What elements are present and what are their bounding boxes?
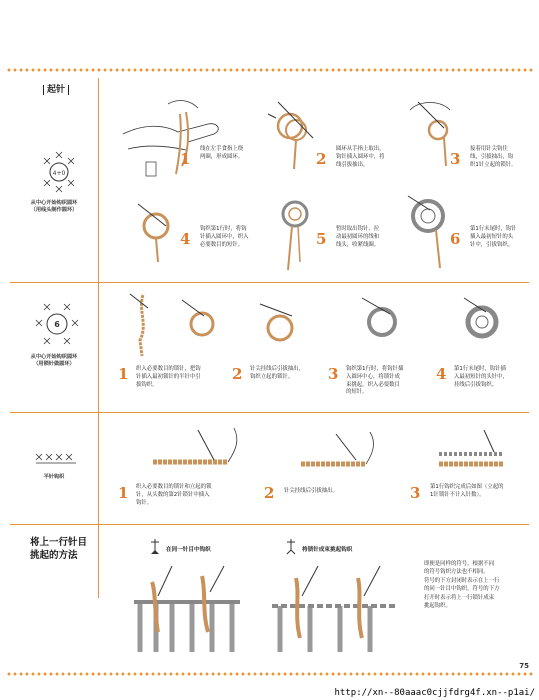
label-bundle-pickup: 将锁针成束挑起钩织	[302, 547, 353, 553]
row1-step1-text: 线在左手食指上绕 两圈，形成圆环。	[200, 146, 244, 160]
step1-hand-illustration	[118, 94, 228, 184]
row2-step4-text: 第1行末尾时，钩针插 入最初短针的头针中， 挂线后引拔钩织。	[454, 366, 508, 388]
row2-step5-illustration	[452, 290, 512, 350]
ring-chart-1	[34, 150, 84, 200]
row1-step6-number: 6	[450, 230, 461, 248]
row3-step3-text: 第1行钩织完成后如图（立起的 1针锁针不计入针数）。	[430, 484, 504, 498]
pickup-right-illustration	[270, 562, 400, 654]
row2-step3-number: 3	[328, 365, 339, 383]
row-separator-2	[10, 412, 529, 413]
chain-chart	[34, 452, 80, 466]
row3-step3-number: 3	[410, 484, 421, 502]
row3-step3-illustration	[434, 426, 514, 476]
row2-step1-number: 1	[118, 365, 129, 383]
row3-step1-text: 织入必要数目的锁针和立起的锁 针，从头数的第2针锁针中插入 钩针。	[136, 484, 212, 506]
row2-step4-number: 4	[436, 365, 447, 383]
row3-step2-illustration	[296, 420, 386, 480]
row1-step6-text: 第1行末尾时，钩针 插入最初短针的头 针中，引拔钩织。	[470, 226, 517, 248]
row1-step1-number: 1	[180, 150, 191, 168]
row2-step3-illustration	[252, 294, 312, 354]
source-url[interactable]: http://xn--80aaac0cjjfdrg4f.xn--p1ai/	[334, 688, 535, 698]
ring-chart-1-center: 4+0	[52, 170, 66, 177]
row1-step5-text: 暂时取出钩针，拉 动最初圆环的线和 线头，收紧线圈。	[336, 226, 380, 248]
ring-chart-2-center: 6	[54, 320, 60, 329]
row3-step1-number: 1	[118, 484, 129, 502]
pickup-left-illustration	[132, 562, 244, 654]
section-title: 起针	[40, 82, 72, 95]
column-divider	[98, 78, 99, 598]
row2-step2-illustration	[172, 290, 232, 350]
row1-step3-number: 3	[450, 150, 461, 168]
pickup-explanation: 即便是同样的符号，根据不同 的符号钩织方法也不相同。 符号的下方封闭时表示在上一行 的同一针目中钩织，符号的下方 打开时表示将上一行锁针成束 挑起钩织。	[424, 561, 500, 610]
step4-illustration	[126, 196, 186, 266]
row1-step2-text: 圆环从手指上取出， 钩针插入圆环中，将 线引拔抽出。	[336, 146, 385, 168]
pickup-method-heading: 将上一行针目 挑起的方法	[30, 537, 88, 561]
page-number: 75	[519, 662, 529, 670]
row2-step2-number: 2	[232, 365, 243, 383]
bottom-dotted-rule	[6, 672, 533, 676]
ring-chart-2	[32, 298, 82, 352]
row1-step4-number: 4	[180, 230, 191, 248]
row1-step2-number: 2	[316, 150, 327, 168]
open-symbol-icon	[286, 538, 296, 556]
row3-step2-number: 2	[264, 484, 275, 502]
step5-illustration	[270, 192, 320, 272]
row1-step5-number: 5	[316, 230, 327, 248]
row3-step1-illustration	[148, 420, 248, 480]
row-separator-1	[10, 282, 529, 283]
row2-step1-illustration	[118, 290, 168, 360]
row1-caption: 从中心开始钩织圆环 （用线头制作圆环）	[30, 200, 78, 214]
row2-step4-illustration	[352, 290, 412, 350]
top-dotted-rule	[6, 68, 533, 72]
row-separator-3	[10, 524, 529, 525]
closed-symbol-icon	[150, 538, 160, 556]
row2-caption: 从中心开始钩织圆环 （用锁针做圆环）	[30, 354, 78, 368]
row2-step3-text: 钩织第1行时，将钩针插 入圆环中心，将锁针成 束挑起，织入必要数目 的短针。	[346, 366, 404, 396]
row2-step2-text: 针尖挂线后引拔抽出， 钩织立起的锁针。	[250, 366, 304, 380]
label-same-stitch: 在同一针目中钩织	[166, 547, 211, 553]
row3-caption: 平针钩织	[43, 474, 65, 480]
row2-step1-text: 织入必要数目的锁针，把钩 针插入最初锁针的半针中引 拔钩织。	[136, 366, 201, 388]
row3-step2-text: 针尖挂线后引拔抽出。	[284, 488, 338, 494]
row1-step4-text: 钩织第1行时，将钩 针插入圆环中，织入 必要数目的短针。	[200, 226, 249, 248]
row1-step3-text: 接着用针尖钩住 线，引拔抽出，钩 织1针立起的锁针。	[470, 146, 517, 168]
